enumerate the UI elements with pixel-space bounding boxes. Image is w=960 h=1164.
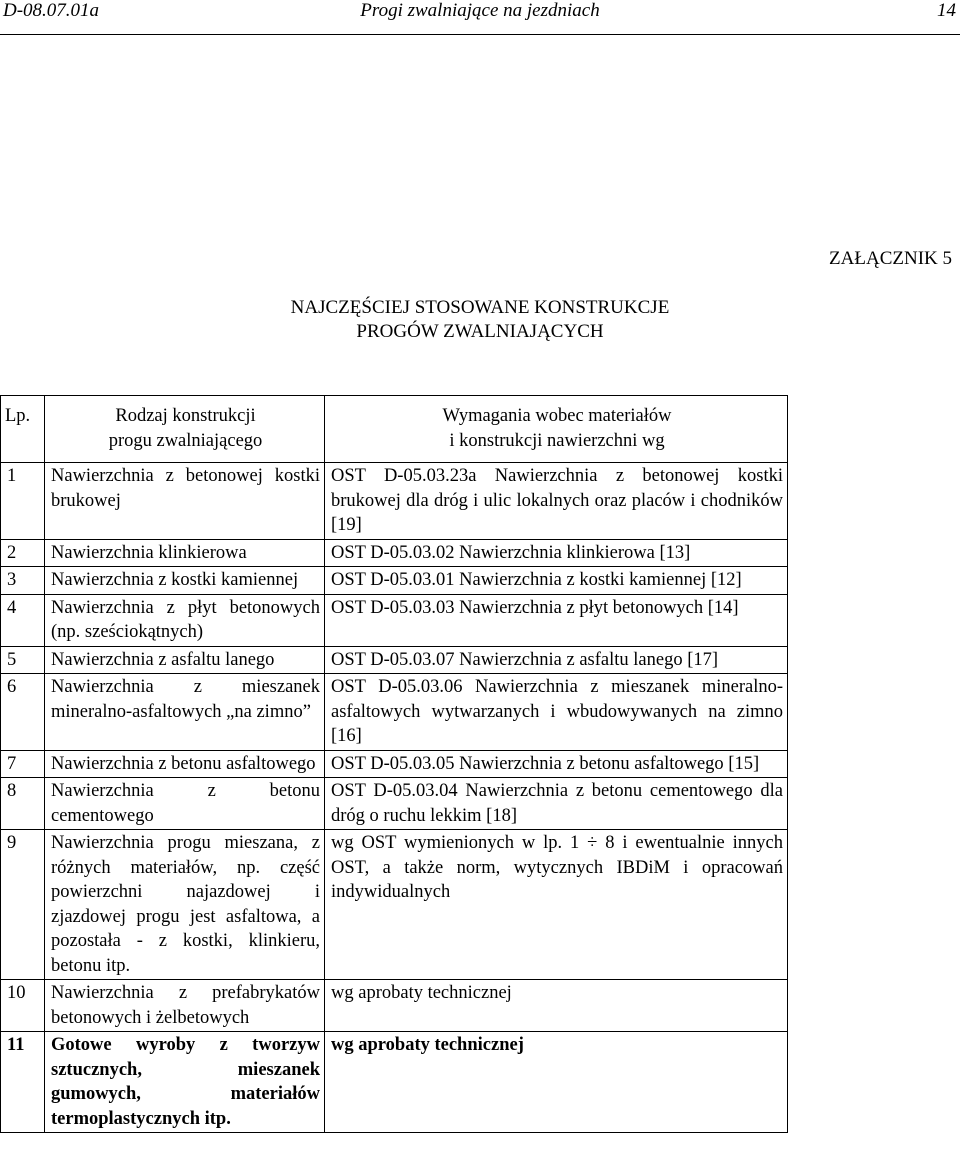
requirement-reference: wg aprobaty technicznej [325, 1032, 788, 1133]
construction-type: Nawierzchnia z prefabrykatów betonowych i żelbetowych [45, 980, 325, 1032]
row-number: 10 [1, 980, 45, 1032]
page-number: 14 [937, 0, 956, 21]
row-number: 1 [1, 463, 45, 540]
header-req-line-1: Wymagania wobec materiałów [442, 406, 672, 426]
requirement-reference: OST D-05.03.04 Nawierzchnia z betonu cementowego dla dróg o ruchu lekkim [18] [325, 778, 788, 830]
row-number: 3 [1, 567, 45, 595]
construction-type: Nawierzchnia z betonu cementowego [45, 778, 325, 830]
requirement-reference: wg OST wymienionych w lp. 1 ÷ 8 i ewentualnie innych OST, a także norm, wytycznych IBDiM i opracowań indywidualnych [325, 830, 788, 980]
requirement-reference: OST D-05.03.05 Nawierzchnia z betonu asfaltowego [15] [325, 750, 788, 778]
construction-type: Nawierzchnia z mieszanek mineralno-asfaltowych „na zimno” [45, 674, 325, 751]
section-title-line-2: PROGÓW ZWALNIAJĄCYCH [356, 321, 604, 342]
header-construction-type [45, 396, 325, 463]
table-row [1, 646, 788, 674]
row-number: 5 [1, 646, 45, 674]
construction-type: Nawierzchnia z betonowej kostki brukowej [45, 463, 325, 540]
header-type-line-2: progu zwalniającego [108, 430, 263, 451]
document-running-title: Progi zwalniające na jezdniach [360, 0, 600, 21]
construction-type: Nawierzchnia z kostki kamiennej [45, 567, 325, 595]
requirement-reference: OST D-05.03.23a Nawierzchnia z betonowej kostki brukowej dla dróg i ulic lokalnych oraz placów i chodników [19] [325, 463, 788, 540]
table-header-row [1, 396, 788, 463]
construction-type: Nawierzchnia z płyt betonowych (np. sześciokątnych) [45, 594, 325, 646]
annex-label: ZAŁĄCZNIK 5 [829, 248, 952, 269]
constructions-table [0, 395, 788, 1133]
construction-type: Nawierzchnia z betonu asfaltowego [45, 750, 325, 778]
header-type-line-1: Rodzaj konstrukcji [115, 406, 256, 426]
requirement-reference: OST D-05.03.03 Nawierzchnia z płyt betonowych [14] [325, 594, 788, 646]
document-code: D-08.07.01a [3, 0, 100, 21]
row-number: 2 [1, 539, 45, 567]
requirement-reference: OST D-05.03.07 Nawierzchnia z asfaltu lanego [17] [325, 646, 788, 674]
construction-type: Nawierzchnia klinkierowa [45, 539, 325, 567]
row-number: 6 [1, 674, 45, 751]
table-row [1, 674, 788, 751]
section-title [0, 296, 960, 344]
row-number: 11 [1, 1032, 45, 1133]
running-header [0, 0, 960, 35]
table-row [1, 750, 788, 778]
row-number: 7 [1, 750, 45, 778]
requirement-reference: OST D-05.03.01 Nawierzchnia z kostki kamiennej [12] [325, 567, 788, 595]
table-row [1, 463, 788, 540]
table-row [1, 830, 788, 980]
requirement-reference: OST D-05.03.06 Nawierzchnia z mieszanek mineralno-asfaltowych wytwarzanych i wbudowywanych na zimno [16] [325, 674, 788, 751]
row-number: 4 [1, 594, 45, 646]
header-requirements [325, 396, 788, 463]
requirement-reference: wg aprobaty technicznej [325, 980, 788, 1032]
row-number: 9 [1, 830, 45, 980]
table-row [1, 1032, 788, 1133]
table-row [1, 567, 788, 595]
table-row [1, 594, 788, 646]
construction-type: Nawierzchnia progu mieszana, z różnych materiałów, np. część powierzchni najazdowej i zjazdowej progu jest asfaltowa, a pozostała - z kostki, klinkieru, betonu itp. [45, 830, 325, 980]
table-row [1, 778, 788, 830]
row-number: 8 [1, 778, 45, 830]
table-row [1, 539, 788, 567]
table-row [1, 980, 788, 1032]
header-req-line-2: i konstrukcji nawierzchni wg [449, 430, 665, 451]
construction-type: Gotowe wyroby z tworzyw sztucznych, mieszanek gumowych, materiałów termoplastycznych itp. [45, 1032, 325, 1133]
requirement-reference: OST D-05.03.02 Nawierzchnia klinkierowa [13] [325, 539, 788, 567]
header-lp: Lp. [1, 396, 45, 463]
section-title-line-1: NAJCZĘŚCIEJ STOSOWANE KONSTRUKCJE [290, 297, 670, 318]
construction-type: Nawierzchnia z asfaltu lanego [45, 646, 325, 674]
